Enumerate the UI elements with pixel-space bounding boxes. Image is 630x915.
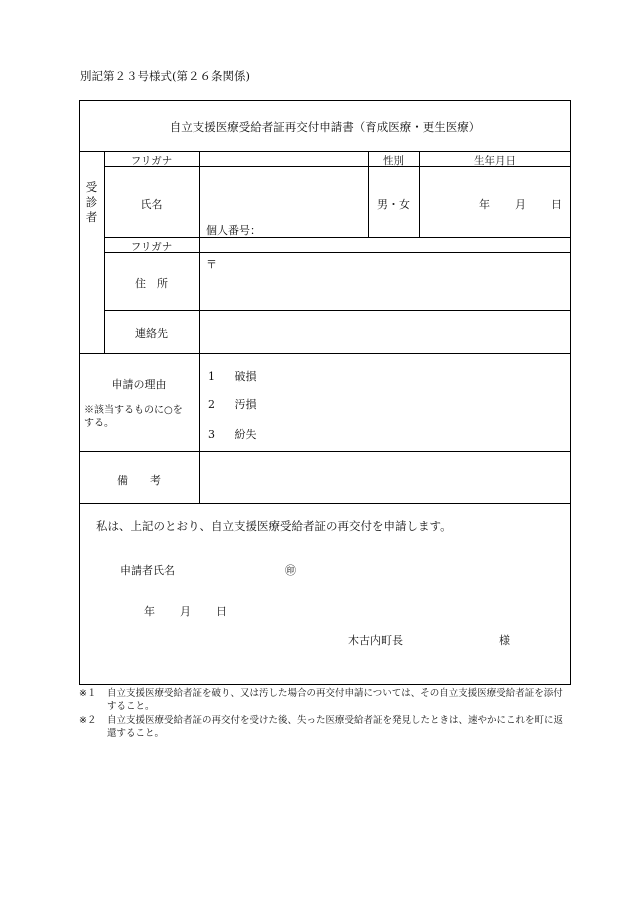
- date-month: 月: [180, 605, 191, 618]
- addressee: 木古内町長: [348, 634, 403, 647]
- declaration-statement: 私は、上記のとおり、自立支援医療受給者証の再交付を申請します。: [96, 519, 452, 533]
- dob-label: 生年月日: [474, 155, 516, 167]
- reason-option-text: 破損: [234, 370, 257, 383]
- reason-option-lost[interactable]: [208, 426, 257, 442]
- patient-section-label: 受診者: [85, 180, 98, 224]
- date-day: 日: [216, 605, 227, 618]
- name-label: 氏名: [140, 198, 163, 211]
- reason-option-text: 汚損: [234, 398, 257, 411]
- applicant-name-label: 申請者氏名: [120, 564, 175, 577]
- reason-option-number: 1: [208, 370, 215, 383]
- seal-mark: ㊞: [285, 564, 296, 577]
- footnote-mark: ※２: [79, 715, 97, 726]
- address-furigana-field[interactable]: [200, 238, 570, 252]
- sex-label: 性別: [383, 155, 404, 167]
- address-label: 住 所: [135, 277, 168, 290]
- footnote-mark: ※１: [79, 688, 97, 699]
- contact-field[interactable]: [200, 311, 570, 352]
- address-field[interactable]: [200, 253, 570, 309]
- reason-option-damaged[interactable]: [208, 368, 257, 384]
- reason-label: 申請の理由: [111, 378, 167, 391]
- my-number-label: 個人番号：: [206, 224, 261, 237]
- reason-option-number: 3: [208, 428, 215, 441]
- remarks-label: 備 考: [117, 474, 161, 487]
- rule-remarks-bottom: [79, 503, 571, 504]
- reason-option-soiled[interactable]: [208, 396, 257, 412]
- footnote-text: 自立支援医療受給者証を破り、又は汚した場合の再交付申請については、その自立支援医療受給者証を添付すること。: [107, 688, 563, 712]
- address-furigana-label: フリガナ: [130, 241, 173, 253]
- form-number: 別記第２３号様式(第２６条関係): [80, 69, 250, 83]
- honorific: 様: [499, 634, 510, 647]
- dob-month: 月: [515, 198, 526, 211]
- postal-mark: 〒: [206, 258, 217, 271]
- contact-label: 連絡先: [135, 327, 168, 340]
- date-year: 年: [144, 605, 155, 618]
- form-title: 自立支援医療受給者証再交付申請書（育成医療・更生医療）: [169, 120, 481, 134]
- rule-patient-bottom: [79, 353, 571, 354]
- name-field[interactable]: [200, 167, 367, 217]
- reason-note: ※該当するものに○をする。: [84, 405, 183, 429]
- reason-option-number: 2: [208, 398, 215, 411]
- sex-choice[interactable]: 男・女: [377, 198, 410, 211]
- remarks-field[interactable]: [200, 452, 570, 502]
- footnote-text: 自立支援医療受給者証の再交付を受けた後、失った医療受給者証を発見したときは、速やかにこれを町に返還すること。: [107, 715, 564, 739]
- dob-year: 年: [479, 198, 490, 211]
- furigana-label: フリガナ: [130, 155, 173, 167]
- furigana-field[interactable]: [200, 152, 367, 166]
- dob-day: 日: [551, 198, 562, 211]
- applicant-name-field[interactable]: [200, 558, 280, 576]
- reason-option-text: 紛失: [234, 428, 257, 441]
